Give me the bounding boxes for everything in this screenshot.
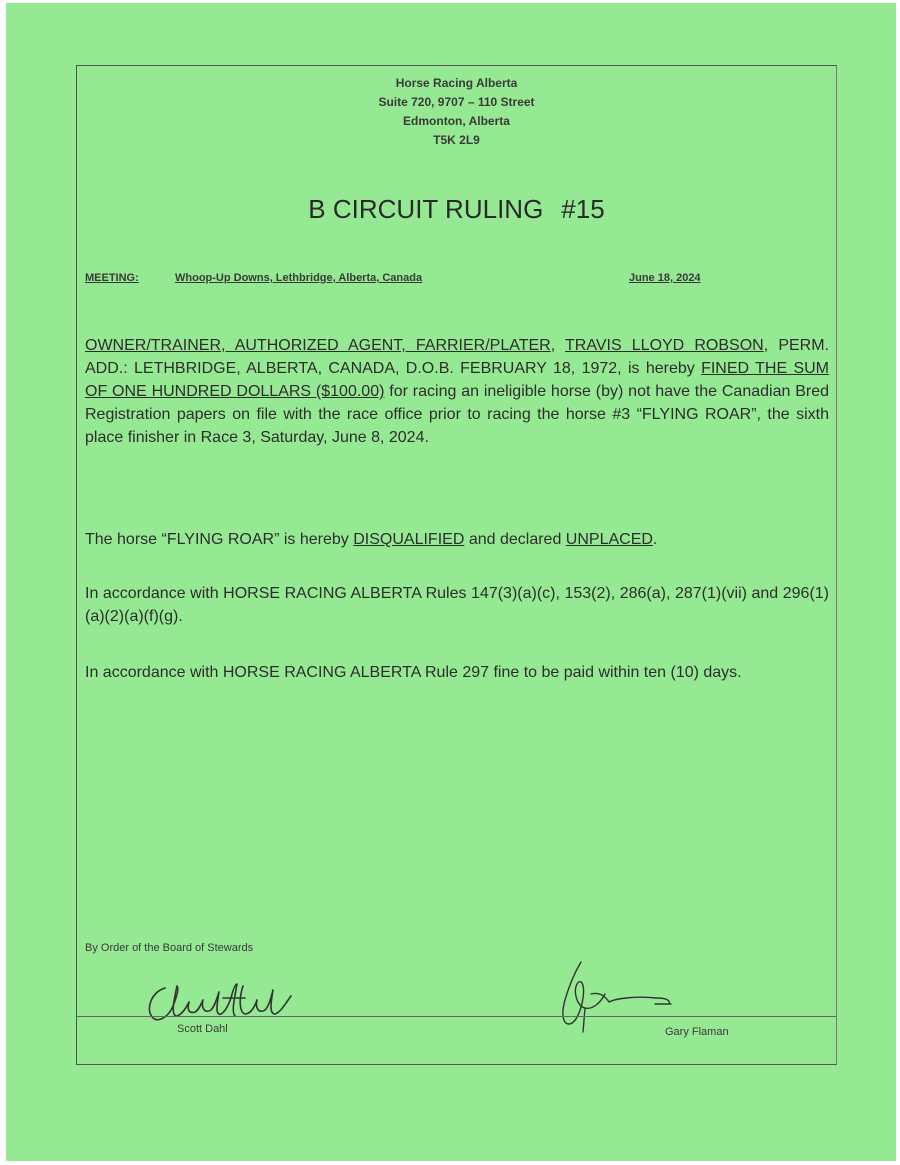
document-sheet xyxy=(6,3,896,1161)
signature-scott-dahl xyxy=(143,976,313,1026)
ruling-paragraph-rules: In accordance with HORSE RACING ALBERTA Rules 147(3)(a)(c), 153(2), 286(a), 287(1)(vii) and 296(1)(a)(2)(a)(f)(g). xyxy=(85,585,829,625)
signature-line xyxy=(77,1016,836,1017)
roles: OWNER/TRAINER, AUTHORIZED AGENT, FARRIER/PLATER xyxy=(85,337,551,354)
org-name: Horse Racing Alberta xyxy=(395,76,518,90)
ruling-paragraph-fine: OWNER/TRAINER, AUTHORIZED AGENT, FARRIER/PLATER, TRAVIS LLOYD ROBSON, PERM. ADD.: LETHBRIDGE, ALBERTA, CANADA, D.O.B. FEBRUARY 18, 1972, is hereby FINED THE SUM OF ONE HUNDRED DOLLARS ($100.00) for racing an ineligible horse (by) not have the Canadian Bred Registration papers on file with the race office prior to racing the horse #3 “FLYING ROAR”, the sixth place finisher in Race 3, Saturday, June 8, 2024. xyxy=(85,337,830,446)
meeting-label: MEETING: xyxy=(85,272,139,284)
ruling-number: #15 xyxy=(561,194,605,224)
ruling-paragraph-payment: In accordance with HORSE RACING ALBERTA Rule 297 fine to be paid within ten (10) days. xyxy=(85,664,742,681)
unplaced-term: UNPLACED xyxy=(565,531,653,548)
disqualified-term: DISQUALIFIED xyxy=(353,531,465,548)
board-order: By Order of the Board of Stewards xyxy=(85,942,254,954)
signer-left-name: Scott Dahl xyxy=(177,1023,228,1035)
ruling-frame xyxy=(76,65,837,1065)
fine-amount: FINED THE SUM OF ONE HUNDRED DOLLARS ($100.00) xyxy=(85,360,829,400)
address-city: Edmonton, Alberta xyxy=(403,114,510,128)
ruling-title xyxy=(77,194,836,225)
letterhead-address xyxy=(77,74,836,150)
person-name: TRAVIS LLOYD ROBSON xyxy=(565,337,764,354)
address-postal: T5K 2L9 xyxy=(433,133,480,147)
ruling-paragraph-disqualification: The horse “FLYING ROAR” is hereby DISQUALIFIED and declared UNPLACED. xyxy=(85,531,658,548)
meeting-date: June 18, 2024 xyxy=(629,272,701,284)
ruling-title-text: B CIRCUIT RULING xyxy=(308,194,544,224)
signer-right-name: Gary Flaman xyxy=(665,1026,729,1038)
address-street: Suite 720, 9707 – 110 Street xyxy=(378,95,535,109)
meeting-location: Whoop-Up Downs, Lethbridge, Alberta, Canada xyxy=(175,272,423,284)
